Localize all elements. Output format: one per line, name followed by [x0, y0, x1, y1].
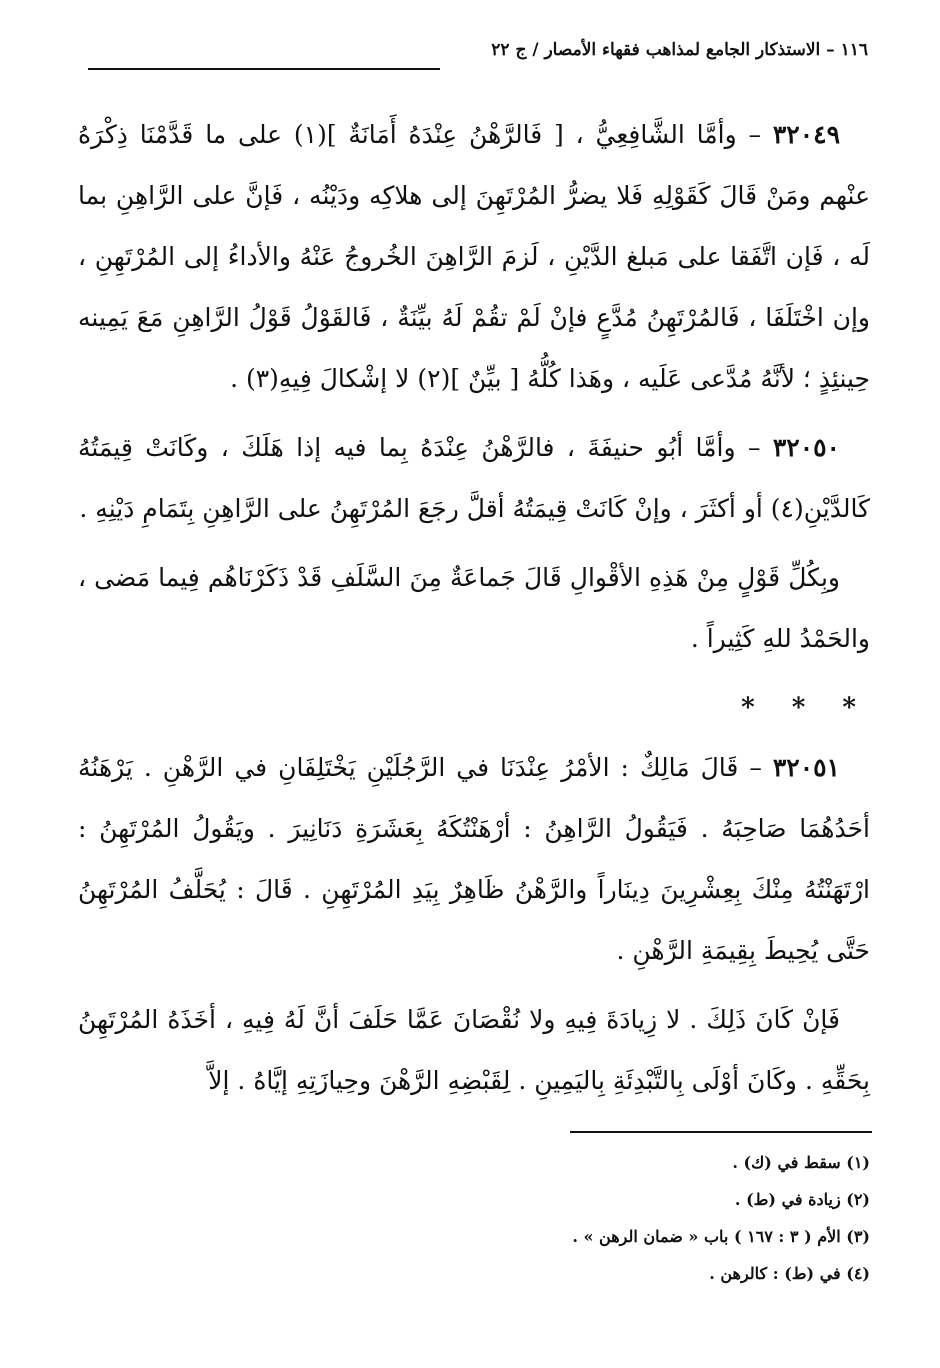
body-text [78, 104, 870, 1119]
paragraph-text: وبِكُلِّ قَوْلٍ مِنْ هَذِهِ الأقْوالِ قَالَ جَماعَةٌ مِنَ السَّلَفِ قَدْ ذَكَرْنَاهُم فِيما مَضى ، والحَمْدُ للهِ كَثِيراً . [78, 563, 870, 653]
footnote-rule [570, 1131, 872, 1133]
paragraph-text: فَإنْ كَانَ ذَلِكَ . لا زِيادَةَ فِيهِ ولا نُقْصَانَ عَمَّا حَلَفَ أنَّ لَهُ فِيهِ ، أخَذَهُ المُرْتَهِنُ بِحَقِّهِ . وكَانَ أوْلَى بِالتَّبْدِئَةِ بِاليَمِينِ . لِقَبْضِهِ الرَّهْنَ وحِيازَتِهِ إيَّاهُ . إلاَّ [78, 1005, 870, 1095]
paragraph-text: وأمَّا أبُو حنيفَةَ ، فالرَّهْنُ عِنْدَهُ بِما فيه إذا هَلَكَ ، وكَانَتْ قِيمَتُهُ كَالدَّيْنِ(٤) أو أكثَرَ ، وإنْ كَانَتْ قِيمَتُهُ أقلَّ رجَعَ المُرْتَهِنُ على الرَّاهِنِ بِتَمَامِ دَيْنِهِ . [78, 433, 870, 523]
dash: – [736, 120, 762, 149]
paragraph-text: قَالَ مَالِكٌ : الأمْرُ عِنْدَنَا في الرَّجُلَيْنِ يَخْتَلِفَانِ في الرَّهْنِ . يَرْهَنُهُ أحَدُهُمَا صَاحِبَهُ . فَيَقُولُ الرَّاهِنُ : أرْهَنْتُكَهُ بِعَشَرَةِ دَنَانِيرَ . ويَقُولُ المُرْتَهِنُ : ارْتَهَنْتُهُ مِنْكَ بِعِشْرِينَ دِينَاراً والرَّهْنُ ظَاهِرٌ بِيَدِ المُرْتَهِنِ . قَالَ : يُحَلَّفُ المُرْتَهِنُ حَتَّى يُحِيطَ بِقِيمَةِ الرَّهْنِ . [78, 753, 870, 965]
footnotes [370, 1144, 870, 1292]
paragraph-continuation [78, 547, 870, 669]
paragraph-text: وأمَّا الشَّافِعِيُّ ، [ فَالرَّهْنُ عِنْدَهُ أَمَانَةٌ ](١) على ما قَدَّمْنَا ذِكْرَهُ عنْهم ومَنْ قَالَ كَقَوْلِهِ فَلا يضرُّ المُرْتَهِنَ إلى هلاكِه ودَيْنُه ، فَإنَّ على الرَّاهِنِ بما لَه ، فَإن اتَّفَقا على مَبلغ الدَّيْنِ ، لَزمَ الرَّاهِنَ الخُروجُ عَنْهُ والأداءُ إلى المُرْتَهِنِ ، وإن اخْتَلَفَا ، فَالمُرْتَهِنُ مُدَّعٍ فإنْ لَمْ تقُمْ لَهُ بيِّنَةٌ ، فَالقَوْلُ قَوْلُ الرَّاهِنِ مَعَ يَمِينه حِينئِذٍ ؛ لأنَّهُ مُدَّعى عَلَيه ، وهَذا كُلُّهُ [ بيِّنٌ ](٢) لا إشْكالَ فِيهِ(٣) . [78, 120, 870, 393]
footnote-3: (٣) الأم ( ٣ : ١٦٧ ) باب « ضمان الرهن » . [572, 1227, 870, 1246]
header-rule [88, 68, 440, 70]
paragraph-32049 [78, 104, 870, 409]
paragraph-continuation [78, 989, 870, 1111]
paragraph-number: ٣٢٠٤٩ [772, 120, 840, 149]
paragraph-number: ٣٢٠٥٠ [772, 433, 840, 462]
section-separator: * * * [741, 693, 870, 723]
dash: – [738, 753, 762, 782]
footnote-1: (١) سقط في (ك) . [732, 1153, 870, 1172]
footnote-4: (٤) في (ط) : كالرهن . [709, 1264, 870, 1283]
paragraph-number: ٣٢٠٥١ [772, 753, 840, 782]
paragraph-32051 [78, 737, 870, 981]
footnote-2: (٢) زيادة في (ط) . [734, 1190, 870, 1209]
dash: – [735, 433, 761, 462]
paragraph-32050 [78, 417, 870, 539]
running-header: ١١٦ – الاستذكار الجامع لمذاهب فقهاء الأمصار / ج ٢٢ [491, 40, 868, 60]
